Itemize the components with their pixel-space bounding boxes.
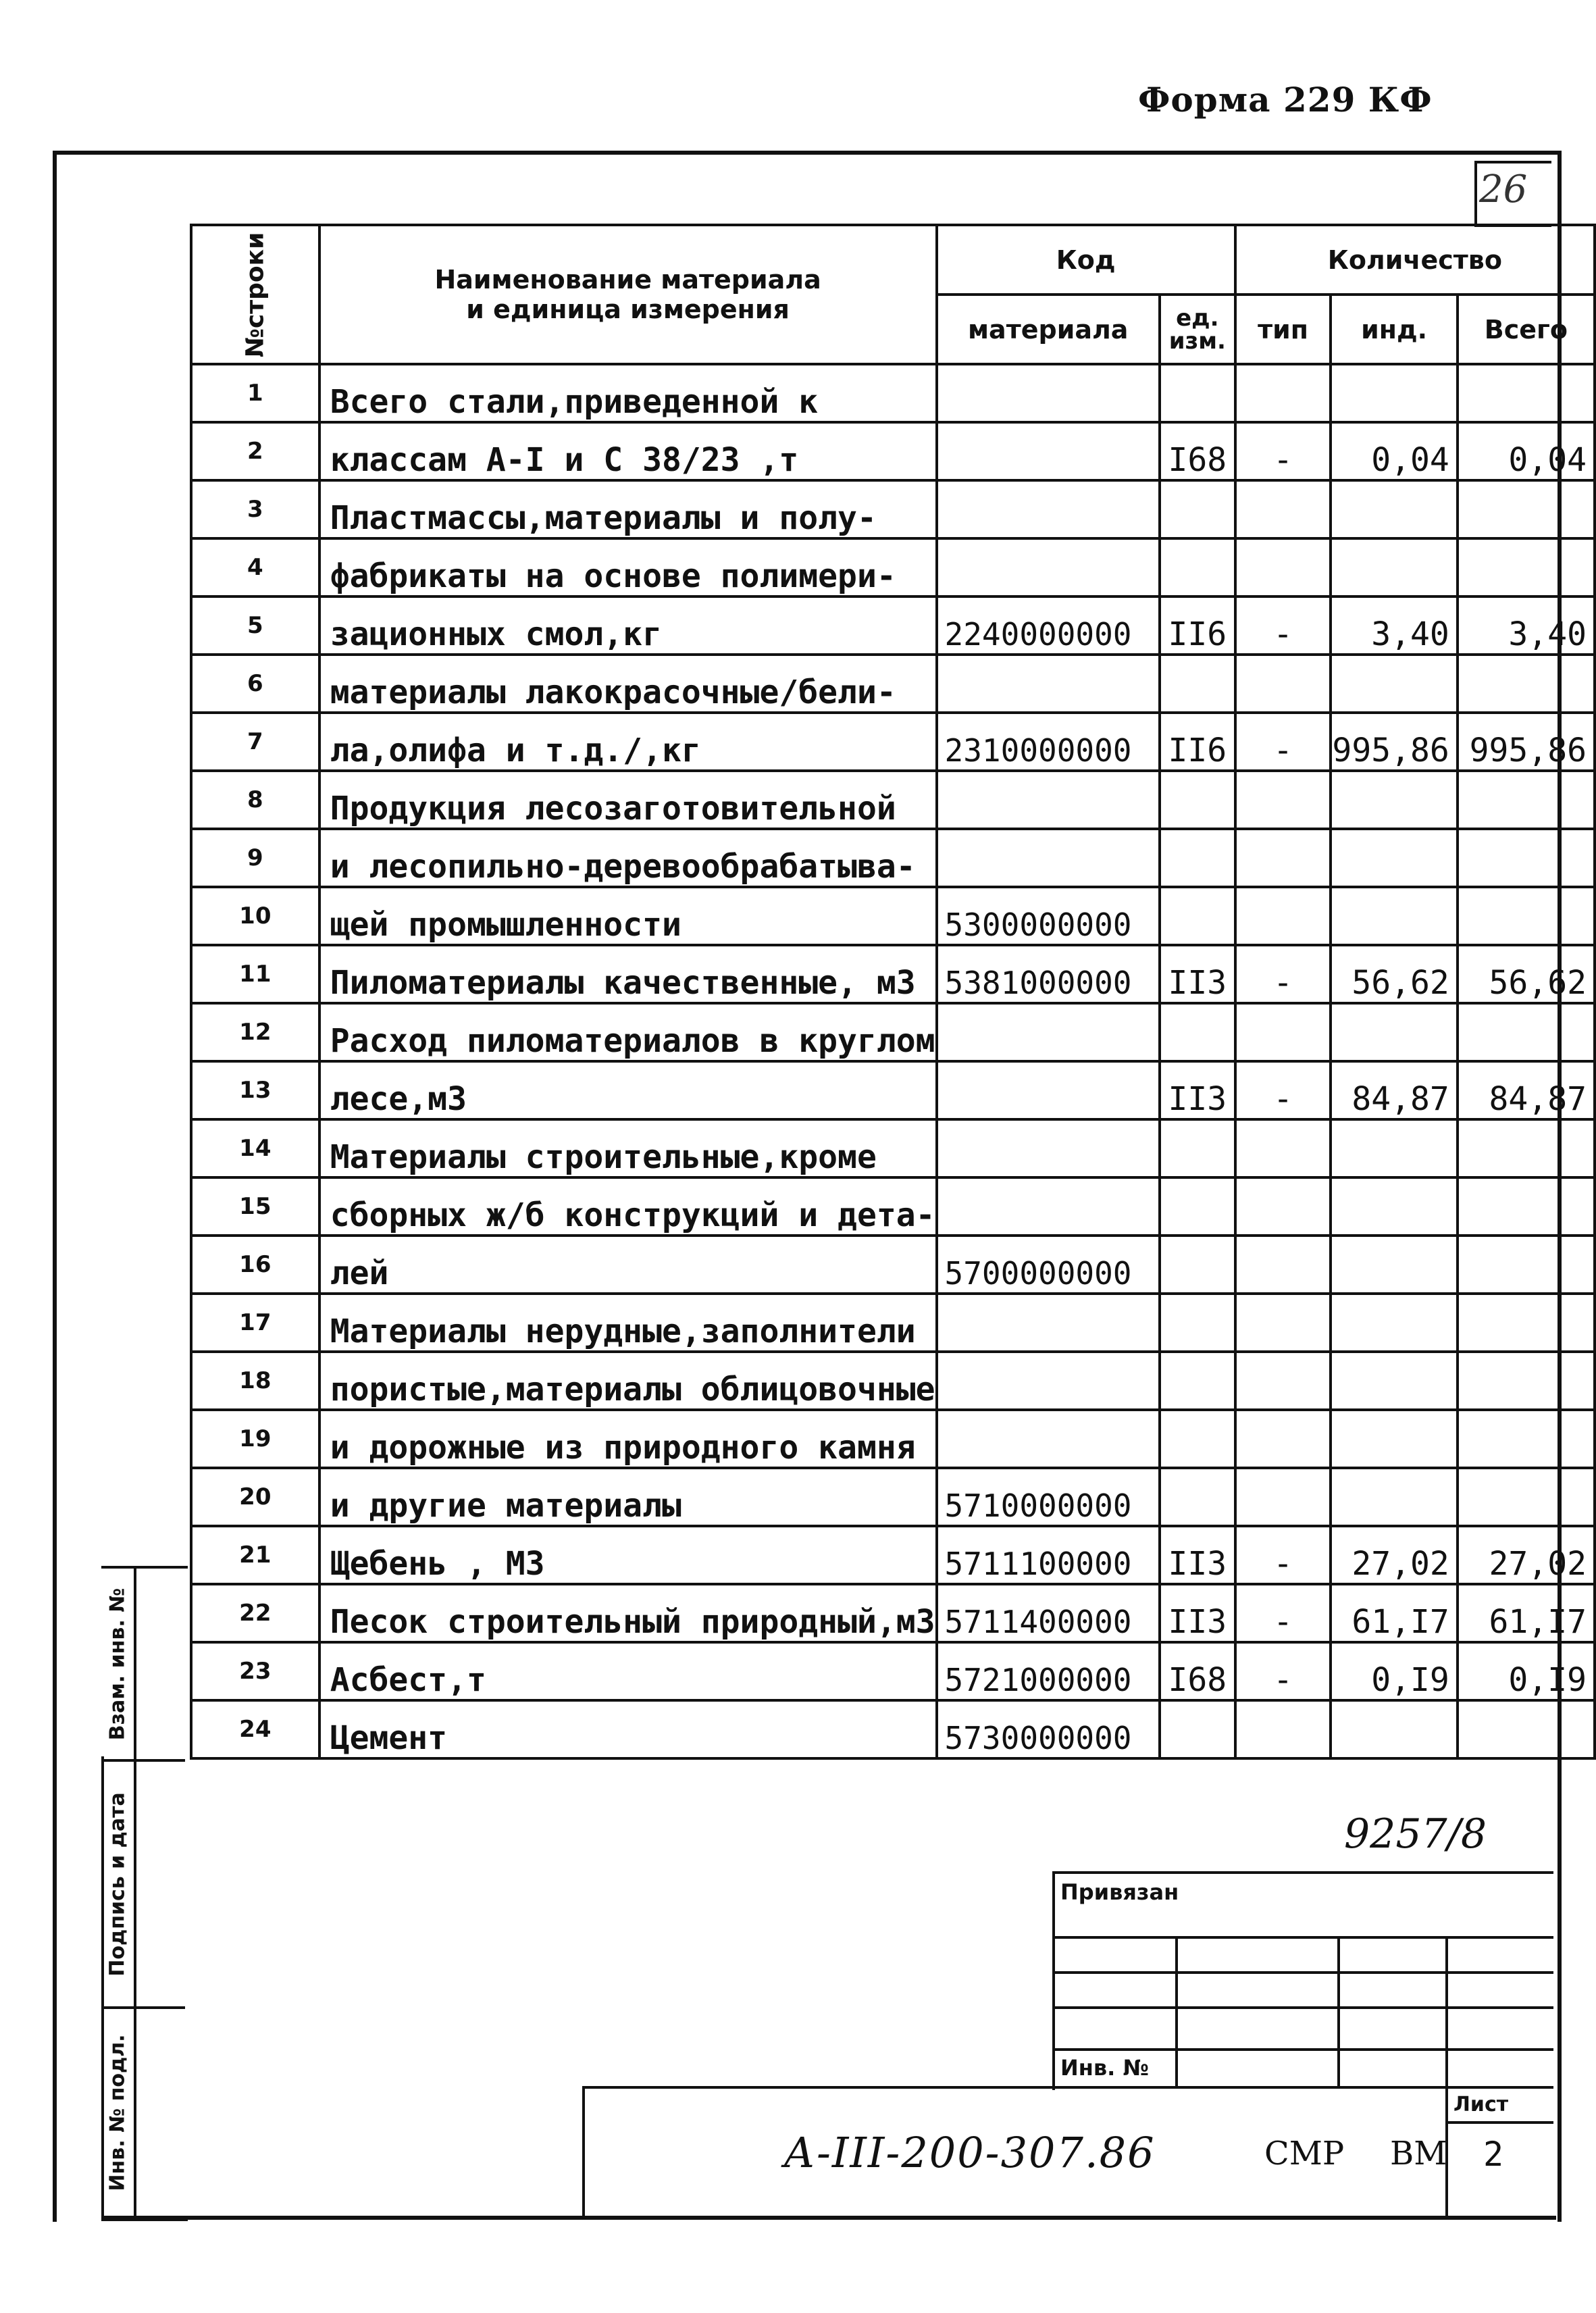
total-quantity-cell: [1458, 829, 1595, 887]
unit-cell: I68: [1160, 1642, 1235, 1700]
table-row: [191, 1700, 1595, 1758]
material-name-cell: и другие материалы: [319, 1468, 937, 1526]
type-cell: -: [1235, 1061, 1331, 1119]
ind-quantity-cell: [1331, 1468, 1457, 1526]
unit-cell: II3: [1160, 1526, 1235, 1584]
ind-quantity-cell: 3,40: [1331, 596, 1457, 655]
material-name-cell: лесе,м3: [319, 1061, 937, 1119]
row-number-cell: 14: [191, 1119, 319, 1177]
row-number-cell: 20: [191, 1468, 319, 1526]
material-code-cell: 2310000000: [937, 713, 1160, 771]
total-quantity-cell: 27,02: [1458, 1526, 1595, 1584]
ind-header: инд.: [1331, 295, 1457, 364]
total-quantity-cell: [1458, 1119, 1595, 1177]
unit-cell: [1160, 1294, 1235, 1352]
row-number-cell: 24: [191, 1700, 319, 1758]
material-name-cell: Материалы нерудные,заполнители: [319, 1294, 937, 1352]
table-row: [191, 1236, 1595, 1294]
material-name-cell: материалы лакокрасочные/бели-: [319, 655, 937, 713]
materials-table: [190, 224, 1596, 1760]
total-quantity-cell: [1458, 887, 1595, 945]
type-cell: -: [1235, 596, 1331, 655]
row-number-cell: 9: [191, 829, 319, 887]
type-cell: [1235, 1294, 1331, 1352]
ind-quantity-cell: 27,02: [1331, 1526, 1457, 1584]
row-number-cell: 21: [191, 1526, 319, 1584]
row-number-cell: 13: [191, 1061, 319, 1119]
row-number-cell: 22: [191, 1584, 319, 1642]
ind-quantity-cell: 61,I7: [1331, 1584, 1457, 1642]
binding-col-3: [1445, 1936, 1448, 2086]
type-cell: [1235, 1236, 1331, 1294]
unit-cell: I68: [1160, 422, 1235, 480]
table-row: [191, 887, 1595, 945]
table-row: [191, 538, 1595, 596]
table-row: [191, 1003, 1595, 1061]
ind-quantity-cell: [1331, 1410, 1457, 1468]
ind-quantity-cell: [1331, 829, 1457, 887]
material-code-cell: 5711400000: [937, 1584, 1160, 1642]
type-cell: [1235, 1177, 1331, 1236]
table-row: [191, 596, 1595, 655]
sheet-number: 2: [1483, 2135, 1504, 2174]
material-name-cell: ла,олифа и т.д./,кг: [319, 713, 937, 771]
material-code-cell: [937, 1119, 1160, 1177]
inv-label: Инв. №: [1060, 2055, 1149, 2081]
total-quantity-cell: 0,04: [1458, 422, 1595, 480]
type-cell: [1235, 887, 1331, 945]
total-quantity-cell: [1458, 1003, 1595, 1061]
material-name-cell: Цемент: [319, 1700, 937, 1758]
total-quantity-cell: [1458, 1410, 1595, 1468]
unit-cell: II6: [1160, 596, 1235, 655]
name-header: [319, 225, 937, 364]
document-designation: А-III-200-307.86: [783, 2128, 1156, 2177]
total-quantity-cell: [1458, 538, 1595, 596]
unit-cell: [1160, 1236, 1235, 1294]
table-row: [191, 422, 1595, 480]
type-cell: -: [1235, 1584, 1331, 1642]
unit-cell: [1160, 655, 1235, 713]
material-name-cell: Песок строительный природный,м3: [319, 1584, 937, 1642]
table-row: [191, 1526, 1595, 1584]
type-cell: [1235, 1468, 1331, 1526]
ind-quantity-cell: [1331, 1294, 1457, 1352]
total-quantity-cell: [1458, 1352, 1595, 1410]
ind-quantity-cell: 84,87: [1331, 1061, 1457, 1119]
table-row: [191, 364, 1595, 422]
binding-col-2: [1337, 1936, 1340, 2086]
unit-header-line1: ед.: [1176, 304, 1219, 332]
sheet-cell-line: [1445, 2121, 1553, 2124]
total-quantity-cell: 84,87: [1458, 1061, 1595, 1119]
total-quantity-cell: [1458, 1177, 1595, 1236]
material-code-cell: 2240000000: [937, 596, 1160, 655]
type-cell: [1235, 364, 1331, 422]
total-quantity-cell: [1458, 1468, 1595, 1526]
table-row: [191, 1061, 1595, 1119]
row-number-cell: 15: [191, 1177, 319, 1236]
unit-cell: [1160, 480, 1235, 538]
ind-quantity-cell: [1331, 364, 1457, 422]
material-name-cell: Щебень , М3: [319, 1526, 937, 1584]
unit-cell: [1160, 1003, 1235, 1061]
side-label-replace-inv-box: [103, 1569, 132, 1759]
side-label-replace-inv: Взам. инв. №: [105, 1587, 130, 1740]
ind-quantity-cell: [1331, 1700, 1457, 1758]
name-header-line1: Наименование материала: [434, 265, 821, 295]
material-code-cell: [937, 480, 1160, 538]
binding-col-1: [1175, 1936, 1178, 2086]
table-row: [191, 713, 1595, 771]
row-number-cell: 10: [191, 887, 319, 945]
ind-quantity-cell: [1331, 538, 1457, 596]
code-group-header: Код: [937, 225, 1235, 295]
type-cell: [1235, 538, 1331, 596]
form-label: Форма 229 КФ: [1138, 80, 1433, 120]
unit-cell: [1160, 364, 1235, 422]
ind-quantity-cell: [1331, 1177, 1457, 1236]
material-code-cell: [937, 1352, 1160, 1410]
unit-cell: II3: [1160, 945, 1235, 1003]
material-code-cell: 5700000000: [937, 1236, 1160, 1294]
type-header: тип: [1235, 295, 1331, 364]
total-quantity-cell: [1458, 1236, 1595, 1294]
unit-cell: [1160, 1177, 1235, 1236]
total-quantity-cell: 3,40: [1458, 596, 1595, 655]
material-code-cell: [937, 655, 1160, 713]
material-name-cell: лей: [319, 1236, 937, 1294]
unit-cell: [1160, 887, 1235, 945]
material-name-cell: сборных ж/б конструкций и дета-: [319, 1177, 937, 1236]
unit-cell: II6: [1160, 713, 1235, 771]
row-number-header: [191, 225, 319, 364]
material-name-cell: Расход пиломатериалов в круглом: [319, 1003, 937, 1061]
unit-cell: II3: [1160, 1584, 1235, 1642]
type-cell: -: [1235, 713, 1331, 771]
row-number-cell: 6: [191, 655, 319, 713]
type-cell: [1235, 1700, 1331, 1758]
table-row: [191, 1410, 1595, 1468]
material-code-cell: [937, 1177, 1160, 1236]
total-quantity-cell: 61,I7: [1458, 1584, 1595, 1642]
material-name-cell: Асбест,т: [319, 1642, 937, 1700]
material-code-cell: 5730000000: [937, 1700, 1160, 1758]
total-quantity-cell: 0,I9: [1458, 1642, 1595, 1700]
row-number-cell: 3: [191, 480, 319, 538]
material-name-cell: пористые,материалы облицовочные: [319, 1352, 937, 1410]
stamp-number: 26: [1479, 168, 1528, 211]
table-row: [191, 1119, 1595, 1177]
table-row: [191, 1352, 1595, 1410]
row-number-cell: 19: [191, 1410, 319, 1468]
side-label-signature-date-box: [103, 1762, 132, 2006]
ind-quantity-cell: 0,I9: [1331, 1642, 1457, 1700]
table-row: [191, 480, 1595, 538]
side-strip: [101, 1566, 188, 2221]
material-code-cell: [937, 1061, 1160, 1119]
section-tag-smr: СМР: [1264, 2135, 1345, 2172]
row-number-header-label: №строки: [241, 232, 269, 357]
ind-quantity-cell: [1331, 480, 1457, 538]
unit-cell: [1160, 1410, 1235, 1468]
total-quantity-cell: [1458, 1294, 1595, 1352]
binding-line-4: [1052, 2048, 1553, 2051]
side-label-signature-date: Подпись и дата: [105, 1791, 130, 1977]
row-number-cell: 16: [191, 1236, 319, 1294]
table-row: [191, 945, 1595, 1003]
table-row: [191, 1177, 1595, 1236]
table-row: [191, 1642, 1595, 1700]
type-cell: [1235, 1003, 1331, 1061]
material-code-cell: [937, 1294, 1160, 1352]
material-name-cell: фабрикаты на основе полимери-: [319, 538, 937, 596]
table-row: [191, 1584, 1595, 1642]
material-name-cell: и лесопильно-деревообрабатыва-: [319, 829, 937, 887]
section-tag-vm: ВМ: [1390, 2135, 1447, 2172]
total-quantity-cell: [1458, 655, 1595, 713]
total-quantity-cell: [1458, 771, 1595, 829]
material-code-cell: [937, 538, 1160, 596]
row-number-cell: 5: [191, 596, 319, 655]
type-cell: -: [1235, 945, 1331, 1003]
material-code-cell: 5710000000: [937, 1468, 1160, 1526]
row-number-cell: 7: [191, 713, 319, 771]
row-number-cell: 8: [191, 771, 319, 829]
ind-quantity-cell: [1331, 1236, 1457, 1294]
material-code-cell: [937, 829, 1160, 887]
row-number-cell: 18: [191, 1352, 319, 1410]
row-number-cell: 1: [191, 364, 319, 422]
unit-cell: [1160, 1352, 1235, 1410]
table-row: [191, 655, 1595, 713]
material-code-cell: 5300000000: [937, 887, 1160, 945]
ind-quantity-cell: 995,86: [1331, 713, 1457, 771]
ind-quantity-cell: 56,62: [1331, 945, 1457, 1003]
row-number-cell: 17: [191, 1294, 319, 1352]
row-number-cell: 4: [191, 538, 319, 596]
ind-quantity-cell: [1331, 1003, 1457, 1061]
row-number-cell: 23: [191, 1642, 319, 1700]
material-name-cell: зационных смол,кг: [319, 596, 937, 655]
material-name-cell: Пластмассы,материалы и полу-: [319, 480, 937, 538]
unit-header: [1160, 295, 1235, 364]
binding-line-2: [1052, 1971, 1553, 1974]
type-cell: -: [1235, 1526, 1331, 1584]
material-code-cell: 5711100000: [937, 1526, 1160, 1584]
type-cell: [1235, 1410, 1331, 1468]
unit-header-line2: изм.: [1168, 327, 1226, 355]
ind-quantity-cell: [1331, 1119, 1457, 1177]
type-cell: [1235, 655, 1331, 713]
material-name-cell: Материалы строительные,кроме: [319, 1119, 937, 1177]
code-material-header: материала: [937, 295, 1160, 364]
table-row: [191, 1468, 1595, 1526]
name-header-line2: и единица измерения: [466, 295, 790, 324]
binding-line-1: [1052, 1936, 1553, 1939]
ind-quantity-cell: [1331, 655, 1457, 713]
materials-table-body: [191, 364, 1595, 1758]
unit-cell: [1160, 829, 1235, 887]
table-row: [191, 829, 1595, 887]
material-code-cell: [937, 422, 1160, 480]
type-cell: [1235, 1352, 1331, 1410]
row-number-cell: 11: [191, 945, 319, 1003]
document-number: 9257/8: [1344, 1810, 1487, 1858]
type-cell: -: [1235, 422, 1331, 480]
total-quantity-cell: 995,86: [1458, 713, 1595, 771]
type-cell: [1235, 480, 1331, 538]
material-name-cell: классам А-I и С 38/23 ,т: [319, 422, 937, 480]
table-row: [191, 771, 1595, 829]
total-quantity-cell: 56,62: [1458, 945, 1595, 1003]
unit-cell: [1160, 538, 1235, 596]
ind-quantity-cell: 0,04: [1331, 422, 1457, 480]
side-label-inv-original-box: [103, 2009, 132, 2216]
unit-cell: II3: [1160, 1061, 1235, 1119]
sheet-label: Лист: [1453, 2093, 1509, 2116]
unit-cell: [1160, 1119, 1235, 1177]
unit-cell: [1160, 1468, 1235, 1526]
side-label-inv-original: Инв. № подл.: [105, 2033, 130, 2191]
row-number-cell: 2: [191, 422, 319, 480]
total-quantity-cell: [1458, 480, 1595, 538]
material-code-cell: [937, 1003, 1160, 1061]
type-cell: [1235, 1119, 1331, 1177]
material-code-cell: [937, 1410, 1160, 1468]
type-cell: [1235, 771, 1331, 829]
row-number-cell: 12: [191, 1003, 319, 1061]
material-name-cell: и дорожные из природного камня: [319, 1410, 937, 1468]
total-header: Всего: [1458, 295, 1595, 364]
material-name-cell: Продукция лесозаготовительной: [319, 771, 937, 829]
material-code-cell: 5721000000: [937, 1642, 1160, 1700]
ind-quantity-cell: [1331, 1352, 1457, 1410]
unit-cell: [1160, 771, 1235, 829]
type-cell: [1235, 829, 1331, 887]
ind-quantity-cell: [1331, 887, 1457, 945]
material-code-cell: [937, 364, 1160, 422]
total-quantity-cell: [1458, 1700, 1595, 1758]
ind-quantity-cell: [1331, 771, 1457, 829]
material-name-cell: Всего стали,приведенной к: [319, 364, 937, 422]
table-row: [191, 1294, 1595, 1352]
material-code-cell: 5381000000: [937, 945, 1160, 1003]
material-name-cell: щей промышленности: [319, 887, 937, 945]
material-code-cell: [937, 771, 1160, 829]
quantity-group-header: Количество: [1235, 225, 1595, 295]
binding-line-3: [1052, 2006, 1553, 2009]
type-cell: -: [1235, 1642, 1331, 1700]
material-name-cell: Пиломатериалы качественные, м3: [319, 945, 937, 1003]
binding-label: Привязан: [1060, 1879, 1179, 1905]
total-quantity-cell: [1458, 364, 1595, 422]
unit-cell: [1160, 1700, 1235, 1758]
